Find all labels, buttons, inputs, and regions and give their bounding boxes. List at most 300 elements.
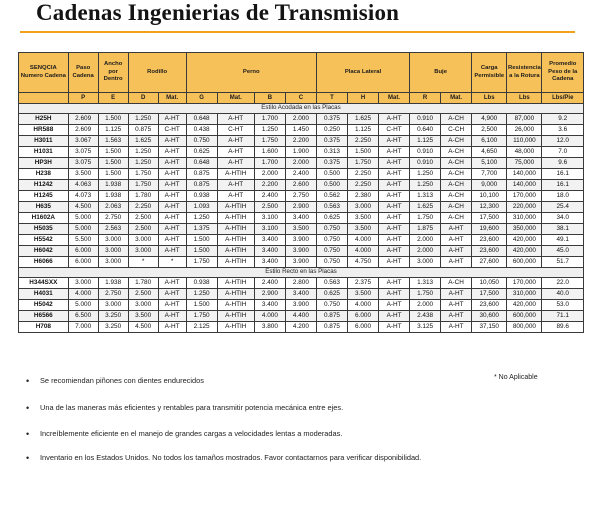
bullet-item (26, 403, 343, 413)
section-label: Estilo Acodada en las Placas (19, 104, 584, 114)
subheader-mat-rodillo: Mat. (158, 93, 186, 104)
table-cell: 2.400 (254, 278, 285, 289)
table-cell: 0.875 (186, 180, 217, 191)
table-cell: A-HT (379, 235, 410, 246)
table-cell: 0.938 (186, 278, 217, 289)
table-cell: A-HTIH (217, 322, 254, 333)
chain-number-cell: H5035 (19, 224, 69, 235)
header-ancho: Ancho por Dentro (98, 53, 128, 93)
table-cell: A-HT (379, 202, 410, 213)
table-cell: 1.875 (410, 224, 441, 235)
table-cell: 420,000 (507, 246, 542, 257)
table-cell: 4.073 (68, 191, 98, 202)
table-cell: 2.600 (285, 180, 316, 191)
table-cell: 1.250 (186, 289, 217, 300)
table-cell: 1.500 (98, 147, 128, 158)
table-cell: A-HTIH (217, 278, 254, 289)
table-cell: 23,600 (472, 246, 507, 257)
table-cell: 1.938 (98, 180, 128, 191)
table-row (19, 322, 584, 333)
table-cell: 170,000 (507, 191, 542, 202)
subheader-p: P (68, 93, 98, 104)
table-cell: 1.700 (254, 158, 285, 169)
table-cell: C-HT (379, 125, 410, 136)
bullet-dot-icon: • (26, 403, 30, 413)
table-cell: 1.750 (410, 213, 441, 224)
table-cell: 3.500 (347, 289, 378, 300)
table-cell: 0.562 (316, 191, 347, 202)
table-cell: 2.375 (347, 278, 378, 289)
table-cell: 3.000 (68, 278, 98, 289)
table-cell: 3.500 (285, 224, 316, 235)
table-cell: 2,500 (472, 125, 507, 136)
table-cell: 3.100 (254, 224, 285, 235)
table-cell: 6.000 (68, 257, 98, 268)
table-cell: A-CH (441, 278, 472, 289)
table-cell: 3.075 (68, 158, 98, 169)
table-cell: 2.900 (254, 289, 285, 300)
table-cell: 23,600 (472, 300, 507, 311)
table-cell: 27,600 (472, 257, 507, 268)
table-cell: A-HT (217, 158, 254, 169)
table-row (19, 136, 584, 147)
table-cell: A-HT (158, 147, 186, 158)
table-cell: 0.750 (186, 136, 217, 147)
table-cell: 2.250 (347, 169, 378, 180)
table-cell: 89.6 (542, 322, 584, 333)
table-cell: 1.700 (254, 114, 285, 125)
table-cell: 12.0 (542, 136, 584, 147)
table-cell: 2.000 (285, 114, 316, 125)
table-cell: 1.375 (186, 224, 217, 235)
table-cell: A-HTIH (217, 246, 254, 257)
table-cell: 0.938 (186, 191, 217, 202)
table-cell: 7,700 (472, 169, 507, 180)
header-buje: Buje (410, 53, 472, 93)
table-cell: 1.750 (347, 158, 378, 169)
table-cell: 310,000 (507, 213, 542, 224)
chain-number-cell: H635 (19, 202, 69, 213)
table-cell: 1.250 (254, 125, 285, 136)
table-cell: A-HTIH (217, 257, 254, 268)
table-cell: 53.0 (542, 300, 584, 311)
table-cell: 0.500 (316, 180, 347, 191)
bullet-item (26, 376, 204, 386)
table-cell: 0.375 (316, 136, 347, 147)
table-cell: A-HT (379, 278, 410, 289)
table-cell: 2.000 (254, 169, 285, 180)
table-row (19, 180, 584, 191)
table-row (19, 213, 584, 224)
table-cell: 0.375 (316, 158, 347, 169)
table-cell: A-HT (379, 246, 410, 257)
table-row (19, 114, 584, 125)
table-cell: A-CH (441, 213, 472, 224)
table-cell: A-CH (441, 180, 472, 191)
table-row (19, 278, 584, 289)
table-cell: 1.750 (128, 180, 158, 191)
chain-number-cell: H1031 (19, 147, 69, 158)
table-cell: 1.125 (410, 136, 441, 147)
table-cell: A-HT (441, 257, 472, 268)
subheader-lbs-carga: Lbs (472, 93, 507, 104)
table-cell: 1.500 (98, 169, 128, 180)
table-cell: A-HT (441, 311, 472, 322)
table-cell: 4.000 (254, 311, 285, 322)
table-cell: 2.125 (186, 322, 217, 333)
table-cell: 71.1 (542, 311, 584, 322)
table-cell: 9.6 (542, 158, 584, 169)
table-cell: A-HT (379, 180, 410, 191)
bullet-dot-icon: • (26, 376, 30, 386)
table-cell: A-HT (379, 322, 410, 333)
table-cell: A-HT (158, 311, 186, 322)
table-row (19, 300, 584, 311)
table-cell: A-HT (441, 289, 472, 300)
table-cell: 1.125 (347, 125, 378, 136)
table-cell: 3.500 (347, 213, 378, 224)
table-cell: 3.000 (98, 235, 128, 246)
subheader-d: D (128, 93, 158, 104)
table-cell: 3.900 (285, 257, 316, 268)
table-cell: 6.000 (68, 246, 98, 257)
table-cell: 3.100 (254, 213, 285, 224)
chain-number-cell: H6066 (19, 257, 69, 268)
table-cell: 1.500 (186, 235, 217, 246)
table-cell: 2.500 (128, 224, 158, 235)
header-senqcia: SENQCIA Numero Cadena (19, 53, 69, 93)
table-cell: 0.375 (316, 114, 347, 125)
bullet-dot-icon: • (26, 429, 30, 439)
table-cell: 12,300 (472, 202, 507, 213)
table-cell: 3.400 (285, 213, 316, 224)
table-cell: 3.000 (98, 300, 128, 311)
table-cell: 2.900 (285, 202, 316, 213)
table-cell: 2.400 (254, 191, 285, 202)
table-cell: 1.600 (254, 147, 285, 158)
subheader-g: G (186, 93, 217, 104)
table-cell: 6.000 (347, 311, 378, 322)
table-cell: 1.125 (98, 125, 128, 136)
table-cell: 1.750 (186, 311, 217, 322)
table-cell: 0.750 (316, 300, 347, 311)
table-cell: 1.250 (410, 169, 441, 180)
table-row (19, 202, 584, 213)
table-cell: 2.200 (254, 180, 285, 191)
table-cell: A-HTIH (217, 224, 254, 235)
table-cell: 3.000 (98, 246, 128, 257)
table-cell: 0.750 (316, 257, 347, 268)
table-cell: 0.250 (316, 125, 347, 136)
chain-number-cell: H1242 (19, 180, 69, 191)
table-cell: 2.250 (347, 136, 378, 147)
table-cell: 34.0 (542, 213, 584, 224)
table-row (19, 158, 584, 169)
table-row (19, 246, 584, 257)
subheader-e: E (98, 93, 128, 104)
table-cell: 2.000 (410, 300, 441, 311)
table-cell: A-HT (441, 300, 472, 311)
subheader-mat-perno: Mat. (217, 93, 254, 104)
table-cell: 2.563 (98, 224, 128, 235)
table-cell: 3.900 (285, 300, 316, 311)
table-cell: A-HT (379, 191, 410, 202)
table-cell: 0.875 (186, 169, 217, 180)
table-cell: 0.563 (316, 202, 347, 213)
table-cell: * (128, 257, 158, 268)
table-cell: 3.075 (68, 147, 98, 158)
table-cell: A-HT (158, 169, 186, 180)
chain-number-cell: H1245 (19, 191, 69, 202)
table-cell: 4.000 (347, 300, 378, 311)
table-cell: 5.000 (68, 224, 98, 235)
table-cell: 22.0 (542, 278, 584, 289)
table-cell: 0.910 (410, 158, 441, 169)
chain-number-cell: H4031 (19, 289, 69, 300)
table-cell: 0.313 (316, 147, 347, 158)
subheader-b: B (254, 93, 285, 104)
table-cell: 3.250 (98, 311, 128, 322)
table-cell: 3.125 (410, 322, 441, 333)
table-row (19, 289, 584, 300)
table-cell: 3.000 (128, 300, 158, 311)
table-cell: 3.800 (254, 322, 285, 333)
header-resistencia: Resistencia a la Rotura (507, 53, 542, 93)
header-placa-lateral: Placa Lateral (316, 53, 409, 93)
table-cell: 19,600 (472, 224, 507, 235)
table-cell: 3.000 (347, 202, 378, 213)
table-cell: 0.625 (316, 289, 347, 300)
table-cell: 4.500 (68, 202, 98, 213)
table-cell: A-HT (379, 300, 410, 311)
header-rodillo: Rodillo (128, 53, 186, 93)
bullet-text: Una de las maneras más eficientes y rentables para transmitir potencia mecánica entre ejes. (40, 403, 344, 412)
table-cell: 2.400 (285, 169, 316, 180)
table-cell: 4.000 (347, 235, 378, 246)
bullet-text: Se recomiendan piñones con dientes endurecidos (40, 376, 204, 385)
table-cell: 1.250 (128, 158, 158, 169)
table-cell: 2.609 (68, 125, 98, 136)
table-cell: 5.500 (68, 235, 98, 246)
table-cell: 4.500 (128, 322, 158, 333)
table-row (19, 169, 584, 180)
header-promedio: Promedio Peso de la Cadena (542, 53, 584, 93)
title-underline (20, 31, 575, 33)
table-row (19, 191, 584, 202)
table-cell: 18.0 (542, 191, 584, 202)
chain-number-cell: H6042 (19, 246, 69, 257)
subheader-lbs-rotura: Lbs (507, 93, 542, 104)
bullet-item (26, 453, 421, 463)
table-cell: 2.750 (285, 191, 316, 202)
table-cell: 170,000 (507, 278, 542, 289)
table-cell: 7.0 (542, 147, 584, 158)
table-cell: C-HT (217, 125, 254, 136)
subheader-mat-placa: Mat. (379, 93, 410, 104)
table-cell: 40.0 (542, 289, 584, 300)
table-cell: A-HT (441, 235, 472, 246)
table-cell: 1.625 (128, 136, 158, 147)
table-cell: 1.500 (186, 300, 217, 311)
table-cell: 37,150 (472, 322, 507, 333)
chain-number-cell: H5042 (19, 300, 69, 311)
table-cell: 1.750 (128, 169, 158, 180)
table-cell: 5.000 (68, 300, 98, 311)
table-cell: 75,000 (507, 158, 542, 169)
table-cell: 1.750 (410, 289, 441, 300)
table-cell: 10,100 (472, 191, 507, 202)
bullet-text: Inventario en los Estados Unidos. No todos los tamaños mostrados. Favor contactarnos para verificar disponibilidad. (40, 453, 422, 462)
table-cell: 0.910 (410, 114, 441, 125)
table-cell: 0.640 (410, 125, 441, 136)
table-cell: 1.500 (98, 158, 128, 169)
table-cell: 3.6 (542, 125, 584, 136)
table-cell: 5,100 (472, 158, 507, 169)
bullet-dot-icon: • (26, 453, 30, 463)
table-cell: 49.1 (542, 235, 584, 246)
table-cell: 2.750 (98, 213, 128, 224)
table-cell: A-HT (217, 180, 254, 191)
table-row (19, 224, 584, 235)
table-cell: 420,000 (507, 235, 542, 246)
table-cell: 350,000 (507, 224, 542, 235)
table-cell: 0.875 (316, 322, 347, 333)
table-cell: 4,900 (472, 114, 507, 125)
table-cell: A-HT (441, 322, 472, 333)
table-cell: 3.400 (254, 300, 285, 311)
table-row (19, 125, 584, 136)
table-cell: 2.500 (128, 213, 158, 224)
table-cell: A-HT (158, 224, 186, 235)
table-cell: A-HT (379, 158, 410, 169)
table-body (19, 104, 584, 333)
table-cell: C-HT (158, 125, 186, 136)
chain-spec-table (18, 52, 584, 333)
table-cell: A-CH (441, 202, 472, 213)
table-cell: 1.500 (186, 246, 217, 257)
page-title: Cadenas Ingenierias de Transmision (36, 0, 400, 25)
table-cell: A-HTIH (217, 289, 254, 300)
table-cell: 9.2 (542, 114, 584, 125)
table-cell: 0.875 (316, 311, 347, 322)
table-cell: 2.000 (285, 158, 316, 169)
table-cell: 3.400 (254, 257, 285, 268)
table-cell: 2.750 (98, 289, 128, 300)
subheader-lbs-pie: Lbs/Pie (542, 93, 584, 104)
subheader-t: T (316, 93, 347, 104)
table-cell: 0.750 (316, 246, 347, 257)
table-cell: A-HT (217, 136, 254, 147)
table-row (19, 257, 584, 268)
table-cell: A-HT (379, 169, 410, 180)
table-cell: 600,000 (507, 257, 542, 268)
table-cell: 3.400 (254, 246, 285, 257)
table-cell: 1.938 (98, 278, 128, 289)
table-cell: 9,000 (472, 180, 507, 191)
bullet-item (26, 429, 342, 439)
table-cell: 3.000 (128, 246, 158, 257)
table-cell: 1.563 (98, 136, 128, 147)
table-cell: 4.000 (347, 246, 378, 257)
table-row (19, 235, 584, 246)
table-cell: 3.067 (68, 136, 98, 147)
footnote-no-aplicable: * No Aplicable (494, 374, 538, 381)
table-cell: 3.500 (347, 224, 378, 235)
subheader-mat-buje: Mat. (441, 93, 472, 104)
table-cell: 2.609 (68, 114, 98, 125)
table-cell: 48,000 (507, 147, 542, 158)
table-cell: A-HTIH (217, 169, 254, 180)
subheader-blank (19, 93, 69, 104)
chain-number-cell: H5542 (19, 235, 69, 246)
table-cell: 1.313 (410, 191, 441, 202)
table-cell: 7.000 (68, 322, 98, 333)
table-cell: 1.250 (410, 180, 441, 191)
chain-number-cell: H25H (19, 114, 69, 125)
table-cell: 3.250 (98, 322, 128, 333)
table-cell: 4.200 (285, 322, 316, 333)
table-cell: 6.000 (347, 322, 378, 333)
table-cell: 1.780 (128, 278, 158, 289)
table-cell: 3.900 (285, 235, 316, 246)
table-cell: 310,000 (507, 289, 542, 300)
table-cell: 0.563 (316, 278, 347, 289)
table-cell: 6.500 (68, 311, 98, 322)
table-cell: 17,500 (472, 213, 507, 224)
table-cell: 420,000 (507, 300, 542, 311)
table-cell: 1.313 (410, 278, 441, 289)
table-cell: A-HT (158, 158, 186, 169)
chain-number-cell: HR588 (19, 125, 69, 136)
table-cell: 6,100 (472, 136, 507, 147)
table-cell: 3.400 (285, 289, 316, 300)
table-cell: A-HT (158, 289, 186, 300)
table-cell: A-HT (379, 147, 410, 158)
table-cell: 1.250 (128, 114, 158, 125)
table-cell: A-HT (379, 114, 410, 125)
table-cell: A-HT (217, 147, 254, 158)
table-cell: 1.500 (347, 147, 378, 158)
table-cell: 1.093 (186, 202, 217, 213)
table-cell: 45.0 (542, 246, 584, 257)
table-cell: A-HT (158, 300, 186, 311)
table-cell: 26,000 (507, 125, 542, 136)
table-cell: 3.500 (68, 169, 98, 180)
table-cell: A-HT (158, 136, 186, 147)
table-cell: A-HT (379, 136, 410, 147)
table-cell: 3.500 (128, 311, 158, 322)
table-cell: A-HTIH (217, 300, 254, 311)
table-cell: A-HTIH (217, 213, 254, 224)
table-cell: 2.250 (347, 180, 378, 191)
table-cell: A-HTIH (217, 311, 254, 322)
table-cell: A-CH (441, 191, 472, 202)
table-cell: 2.000 (410, 246, 441, 257)
table-cell: A-HT (217, 191, 254, 202)
table-cell: 0.438 (186, 125, 217, 136)
table-cell: 4.750 (347, 257, 378, 268)
chain-number-cell: H238 (19, 169, 69, 180)
table-cell: 140,000 (507, 169, 542, 180)
subheader-c: C (285, 93, 316, 104)
table-cell: A-HT (158, 114, 186, 125)
table-cell: 0.875 (128, 125, 158, 136)
table-cell: 800,000 (507, 322, 542, 333)
table-cell: 220,000 (507, 202, 542, 213)
table-cell: 3.900 (285, 246, 316, 257)
table-cell: 2.438 (410, 311, 441, 322)
table-cell: 0.648 (186, 158, 217, 169)
